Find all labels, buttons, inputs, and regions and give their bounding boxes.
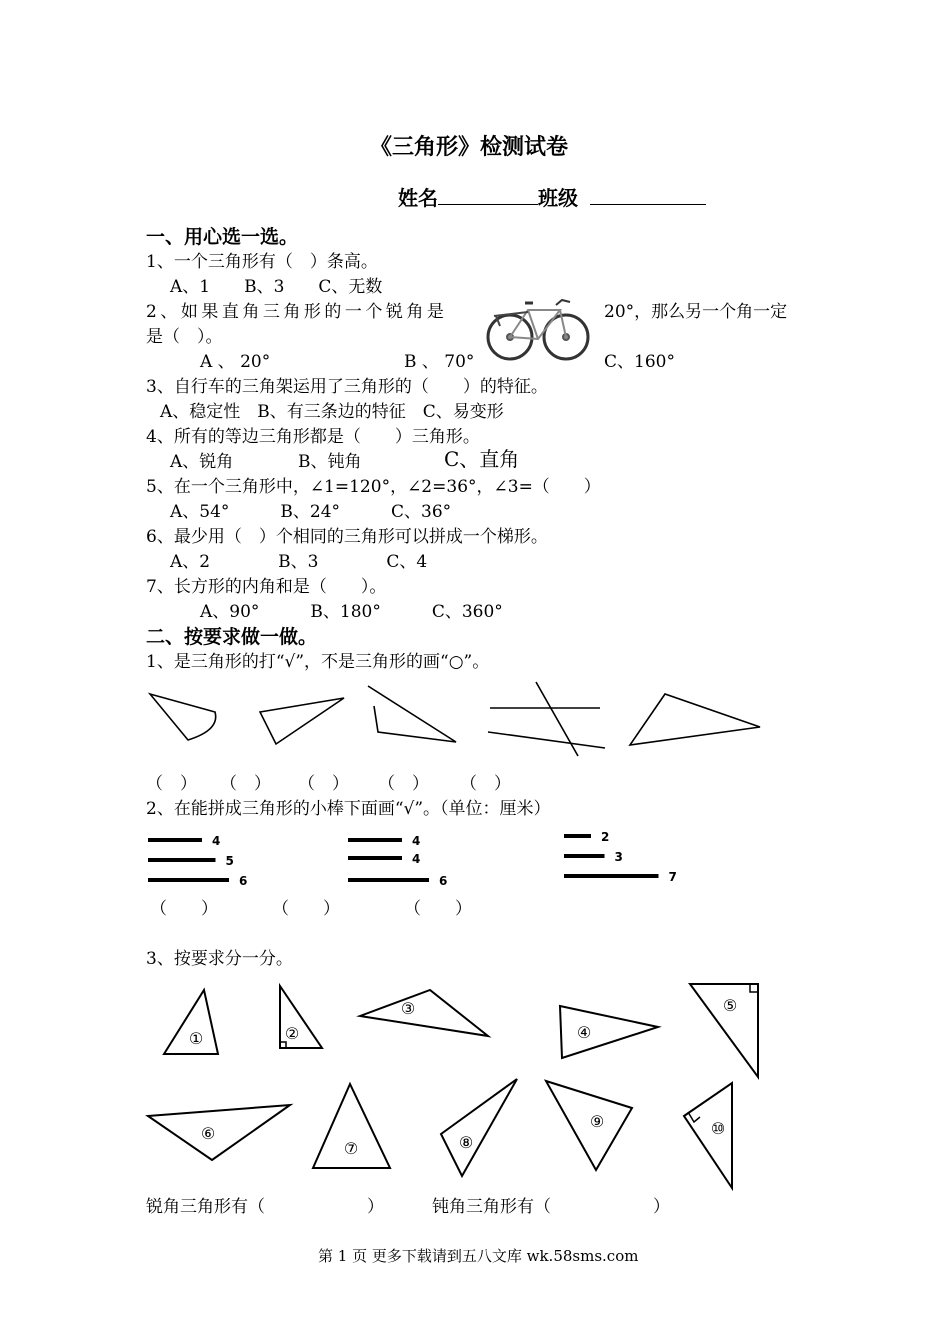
name-field [398, 186, 706, 209]
shape-1-sector [150, 694, 216, 740]
stick-label-g3-1: 2 [601, 830, 610, 844]
q3-options: A、稳定性 B、有三条边的特征 C、易变形 [160, 402, 504, 422]
section2-heading: 二、按要求做一做。 [146, 626, 318, 648]
stick-label-g2-3: 6 [439, 874, 448, 888]
name-blank[interactable] [438, 186, 538, 205]
triangle-label-2: ② [284, 1024, 300, 1043]
q4-option-b: B、钝角 [298, 452, 362, 472]
class-blank[interactable] [590, 186, 706, 205]
shape-4-line-c [536, 682, 578, 756]
triangle-5-right-angle [750, 984, 758, 992]
obtuse-answer-line[interactable]: 钝角三角形有（ ） [432, 1197, 670, 1217]
s2-q1-bracket-2[interactable]: （ ） [220, 774, 271, 794]
q2-option-a: A 、 20° [200, 352, 271, 372]
triangle-2 [280, 986, 322, 1048]
s2-q2-bracket-1[interactable]: （ ） [150, 899, 218, 919]
triangle-label-5: ⑤ [722, 996, 738, 1015]
q2-stem-a: 2、如果直角三角形的一个锐角是 [146, 302, 448, 322]
triangle-label-10: ⑩ [710, 1119, 726, 1138]
q5-options: A、54° B、24° C、36° [170, 502, 452, 522]
page-footer: 第 1 页 更多下载请到五八文库 wk.58sms.com [318, 1247, 639, 1265]
acute-answer-line[interactable]: 锐角三角形有（ ） [146, 1197, 384, 1217]
triangle-10 [684, 1083, 732, 1188]
triangle-5 [690, 984, 758, 1077]
page-title: 《三角形》检测试卷 [370, 134, 569, 160]
q7-options: A、90° B、180° C、360° [200, 602, 503, 622]
triangle-3 [360, 990, 488, 1036]
triangle-6 [148, 1105, 290, 1160]
q6-stem: 6、最少用（ ）个相同的三角形可以拼成一个梯形。 [146, 527, 548, 547]
class-label: 班级 [538, 186, 578, 210]
triangle-label-6: ⑥ [200, 1124, 216, 1143]
q2-option-c: C、160° [604, 352, 675, 372]
triangle-8 [441, 1079, 517, 1176]
q2-stem-b: 20°，那么另一个角一定 [604, 302, 788, 322]
s2-q1-bracket-4[interactable]: （ ） [378, 774, 429, 794]
q1-options: A、1 B、3 C、无数 [170, 277, 383, 297]
q2-option-b: B 、 70° [404, 352, 475, 372]
stick-label-g2-2: 4 [412, 852, 421, 866]
s2-q1-bracket-1[interactable]: （ ） [146, 774, 197, 794]
shape-2-triangle [260, 698, 344, 744]
s2-q2-bracket-3[interactable]: （ ） [404, 899, 472, 919]
q4-option-a: A、锐角 [170, 452, 234, 472]
triangle-7 [313, 1084, 390, 1168]
s2-q2-bracket-2[interactable]: （ ） [272, 899, 340, 919]
triangle-label-3: ③ [400, 999, 416, 1018]
stick-label-g3-3: 7 [668, 870, 677, 884]
triangle-label-7: ⑦ [343, 1139, 359, 1158]
section1-heading: 一、用心选一选。 [146, 226, 299, 248]
s2-q3-stem: 3、按要求分一分。 [146, 949, 293, 969]
triangle-10-right-angle [688, 1112, 700, 1122]
triangle-label-1: ① [188, 1029, 204, 1048]
stick-label-g2-1: 4 [412, 834, 421, 848]
q6-options: A、2 B、3 C、4 [170, 552, 428, 572]
shape-5-triangle [630, 694, 760, 745]
shape-3-open [368, 686, 456, 742]
stick-label-g1-2: 5 [225, 854, 234, 868]
stick-label-g1-1: 4 [212, 834, 221, 848]
triangle-label-8: ⑧ [458, 1133, 474, 1152]
q3-stem: 3、自行车的三角架运用了三角形的（ ）的特征。 [146, 377, 548, 397]
s2-q2-stem: 2、在能拼成三角形的小棒下面画“√”。（单位：厘米） [146, 799, 551, 819]
triangle-label-9: ⑨ [589, 1112, 605, 1131]
stick-label-g3-2: 3 [614, 850, 623, 864]
triangle-2-right-angle [280, 1042, 286, 1048]
s2-q1-bracket-5[interactable]: （ ） [460, 774, 511, 794]
q1-stem: 1、一个三角形有（ ）条高。 [146, 252, 378, 272]
q5-stem: 5、在一个三角形中，∠1=120°，∠2=36°，∠3=（ ） [146, 477, 601, 497]
q2-stem-c: 是（ ）。 [146, 327, 223, 347]
triangle-label-4: ④ [576, 1023, 592, 1042]
name-label: 姓名 [398, 186, 438, 210]
s2-q1-bracket-3[interactable]: （ ） [298, 774, 349, 794]
q4-stem: 4、所有的等边三角形都是（ ）三角形。 [146, 427, 480, 447]
stick-label-g1-3: 6 [239, 874, 248, 888]
q4-option-c: C、直角 [444, 447, 520, 471]
triangle-1 [164, 990, 218, 1054]
triangle-9 [546, 1081, 632, 1170]
triangle-4 [560, 1006, 658, 1058]
shape-4-line-b [488, 732, 605, 748]
s2-q1-stem: 1、是三角形的打“√”，不是三角形的画“○”。 [146, 652, 490, 672]
q7-stem: 7、长方形的内角和是（ ）。 [146, 577, 387, 597]
